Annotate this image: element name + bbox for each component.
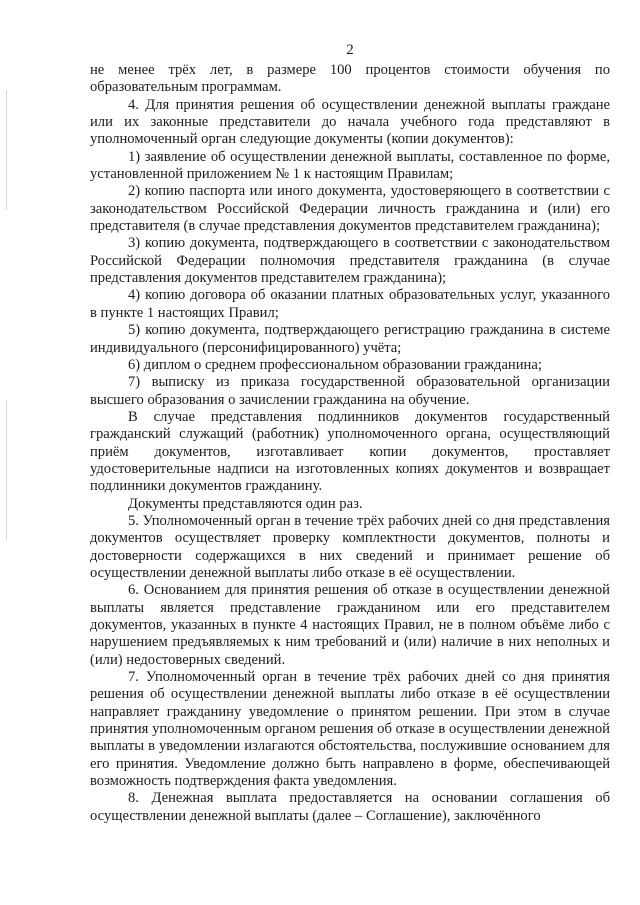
paragraph: 1) заявление об осуществлении денежной выплаты, составленное по форме, установленной приложением № 1 к настоящим Правилам; — [90, 148, 610, 183]
scan-edge-line — [6, 400, 7, 540]
paragraph: 7) выписку из приказа государственной образовательной организации высшего образования о зачислении гражданина на обучение. — [90, 374, 610, 408]
scan-edge-line — [6, 90, 7, 210]
paragraph: 4) копию договора об оказании платных образовательных услуг, указанного в пункте 1 настоящих Правил; — [90, 287, 610, 321]
paragraph: 6. Основанием для принятия решения об отказе в осуществлении денежной выплаты является представление гражданином или его представителем документов, указанных в пункте 4 настоящих Правил, не в полном объёме либо с нарушением предъявляемых к ним требований и (или) наличие в них неполных и (или) недостоверных сведений. — [90, 582, 610, 668]
paragraph: Документы представляются один раз. — [128, 495, 363, 512]
paragraph: 5. Уполномоченный орган в течение трёх рабочих дней со дня представления документов осуществляет проверку комплектности документов, полноты и достоверности содержащихся в них сведений и принимает решение об осуществлении денежной выплаты либо отказе в её осуществлении. — [90, 512, 610, 581]
page-number: 2 — [346, 42, 354, 58]
paragraph: В случае представления подлинников документов государственный гражданский служащий (работник) уполномоченного органа, осуществляющий приём документов, изготавливает копии документов, проставляет удостоверительные надписи на изготовленных копиях документов и возвращает подлинники документов гражданину. — [90, 408, 610, 495]
paragraph: 4. Для принятия решения об осуществлении денежной выплаты граждане или их законные представители до начала учебного года представляют в уполномоченный орган следующие документы (копии документов): — [90, 96, 610, 148]
paragraph: 8. Денежная выплата предоставляется на основании соглашения об осуществлении денежной выплаты (далее – Соглашение), заключённого — [90, 790, 610, 824]
paragraph: 6) диплом о среднем профессиональном образовании гражданина; — [128, 356, 542, 373]
paragraph: 5) копию документа, подтверждающего регистрацию гражданина в системе индивидуального (персонифицированного) учёта; — [90, 322, 610, 356]
paragraph: 3) копию документа, подтверждающего в соответствии с законодательством Российской Федерации полномочия представителя гражданина (в случае представления документов представителем гражданина); — [90, 235, 610, 287]
paragraph: 2) копию паспорта или иного документа, удостоверяющего в соответствии с законодательством Российской Федерации личность гражданина и (или) его представителя (в случае представления документов представителем гражданина); — [90, 183, 610, 235]
paragraph: 7. Уполномоченный орган в течение трёх рабочих дней со дня принятия решения об осуществлении денежной выплаты либо отказе в её осуществлении направляет гражданину уведомление о принятом решении. При этом в случае принятия уполномоченным органом решения об отказе в осуществлении денежной выплаты в уведомлении излагаются обстоятельства, послужившие основанием для его принятия. Уведомление должно быть направлено в форме, обеспечивающей возможность подтверждения факта уведомления. — [90, 669, 610, 790]
paragraph: не менее трёх лет, в размере 100 процентов стоимости обучения по образовательным программам. — [90, 62, 610, 96]
document-body — [90, 62, 610, 825]
